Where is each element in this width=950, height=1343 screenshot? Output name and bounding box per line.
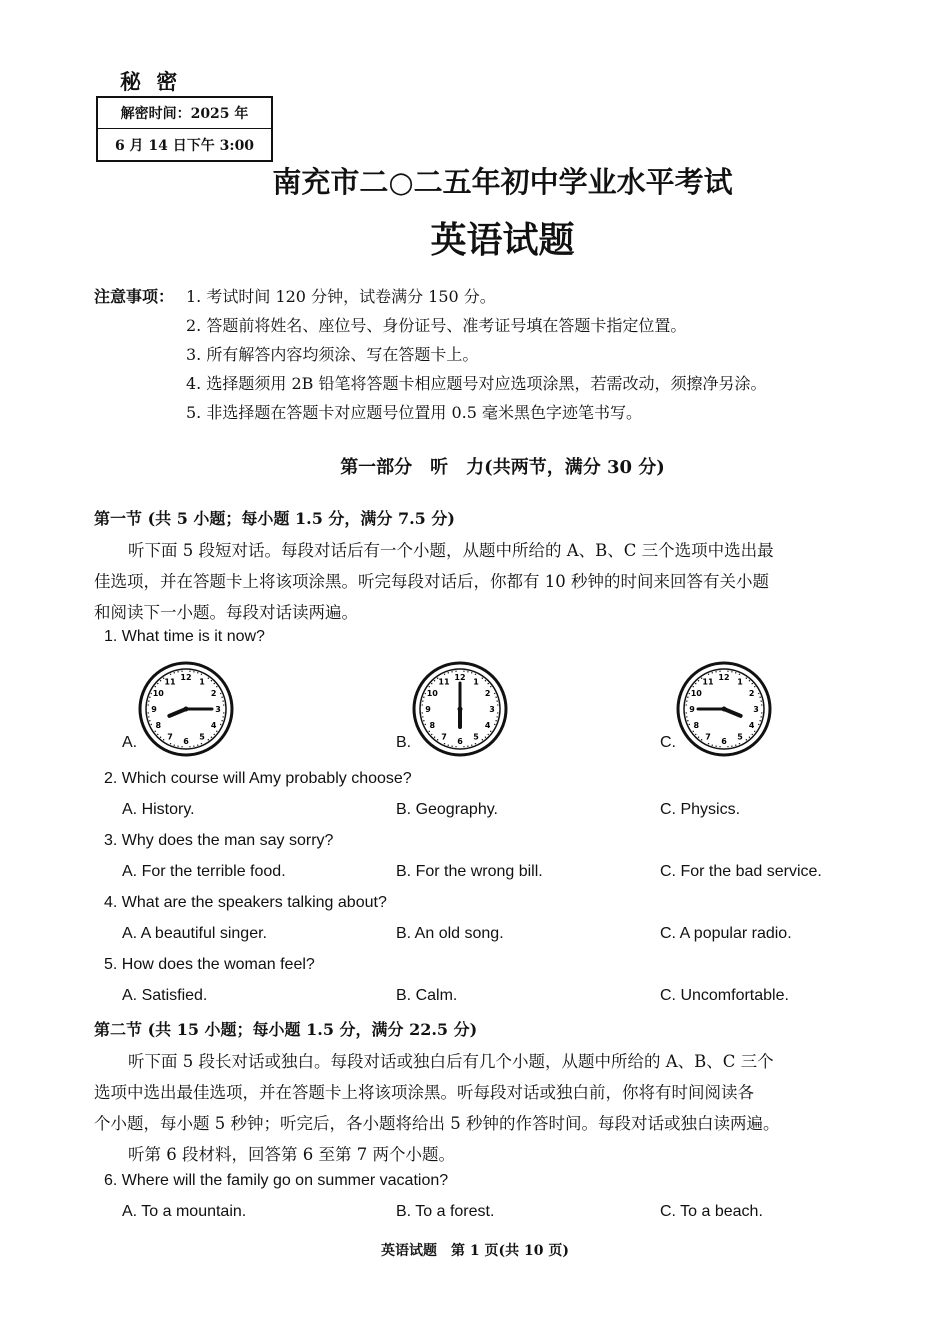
clock-tick: [689, 724, 690, 725]
clock-tick: [434, 680, 435, 681]
question: 6. Where will the family go on summer vacation?: [104, 1172, 449, 1189]
option: A. History.: [122, 801, 195, 818]
clock-tick: [727, 746, 728, 747]
clock-tick: [170, 743, 171, 744]
clock-tick: [163, 678, 164, 679]
clock-tick: [686, 712, 687, 713]
clock-numeral: 4: [748, 721, 755, 730]
clock-tick: [708, 743, 709, 744]
clock-tick: [719, 671, 720, 672]
option: C. To a beach.: [660, 1203, 763, 1220]
clock-tick: [189, 746, 190, 747]
option-label: A.: [122, 734, 138, 751]
clock-tick: [422, 716, 423, 717]
clock-tick: [495, 697, 496, 698]
clock-tick: [444, 743, 445, 744]
clock-tick: [761, 704, 762, 705]
clock-tick: [715, 745, 716, 746]
clock-tick: [463, 671, 464, 672]
clock-tick: [174, 744, 175, 745]
clock-tick: [752, 683, 753, 684]
question: 4. What are the speakers talking about?: [104, 894, 387, 911]
clock-numeral: 7: [705, 732, 711, 742]
clock-numeral: 12: [454, 673, 466, 682]
clock-tick: [201, 674, 202, 675]
clock-tick: [181, 746, 182, 747]
clock-tick: [689, 693, 690, 694]
declassify-line-2: 6 月 14 日下午 3:00: [114, 138, 255, 154]
exam-subtitle: 英语试题: [430, 220, 575, 261]
clock-tick: [157, 734, 158, 735]
instruction-line: 和阅读下一小题。每段对话读两遍。: [94, 603, 358, 622]
option: A. A beautiful singer.: [122, 925, 267, 942]
clock-tick: [214, 734, 215, 735]
clock-tick: [485, 680, 486, 681]
section-title: 第一节 (共 5 小题；每小题 1.5 分，满分 7.5 分): [94, 509, 455, 528]
clock-tick: [451, 671, 452, 672]
clock-tick: [155, 686, 156, 687]
clock-tick: [698, 737, 699, 738]
clock-tick: [448, 744, 449, 745]
option: C. Physics.: [660, 801, 741, 818]
clock-tick: [422, 712, 423, 713]
clock-tick: [425, 724, 426, 725]
clock-tick: [434, 737, 435, 738]
clock-tick: [701, 678, 702, 679]
clock-tick: [746, 678, 747, 679]
clock-tick: [160, 737, 161, 738]
clock-tick: [695, 683, 696, 684]
clock-numeral: 6: [457, 737, 463, 746]
clock-tick: [425, 693, 426, 694]
option: B. Calm.: [396, 987, 458, 1004]
clock-numeral: 2: [210, 689, 217, 698]
clock-numeral: 9: [151, 705, 157, 714]
clock-tick: [471, 672, 472, 673]
clock-tick: [496, 716, 497, 717]
instruction-line: 听下面 5 段短对话。每段对话后有一个小题，从题中所给的 A、B、C 三个选项中选出最: [128, 541, 774, 560]
clock-tick: [208, 678, 209, 679]
clock-tick: [422, 700, 423, 701]
clock-tick: [448, 672, 449, 673]
clock-tick: [752, 734, 753, 735]
clock-tick: [208, 739, 209, 740]
clock-tick: [746, 739, 747, 740]
clock-numeral: 7: [167, 732, 173, 742]
clock-tick: [423, 697, 424, 698]
notice-item: 1. 考试时间 120 分钟，试卷满分 150 分。: [186, 287, 496, 306]
instruction-line: 个小题，每小题 5 秒钟；听完后，各小题将给出 5 秒钟的作答时间。每段对话或独白读两遍。: [94, 1114, 780, 1133]
clock-tick: [155, 731, 156, 732]
clock-numeral: 6: [183, 737, 189, 746]
clock-a-icon: [136, 659, 236, 759]
option: B. Geography.: [396, 801, 498, 818]
clock-numeral: 3: [215, 705, 221, 714]
option: C. Uncomfortable.: [660, 987, 789, 1004]
clock-tick: [693, 731, 694, 732]
clock-tick: [686, 716, 687, 717]
clock-tick: [211, 737, 212, 738]
notice-item: 4. 选择题须用 2B 铅笔将答题卡相应题号对应选项涂黑，若需改动，须擦净另涂。: [186, 374, 767, 393]
part-title: 第一部分 听 力(共两节，满分 30 分): [340, 457, 665, 478]
instruction-line: 听下面 5 段长对话或独白。每段对话或独白后有几个小题，从题中所给的 A、B、C 三个: [128, 1052, 774, 1071]
clock-tick: [437, 739, 438, 740]
declassify-line-1: 解密时间：2025 年: [120, 106, 249, 122]
clock-tick: [223, 704, 224, 705]
clock-tick: [482, 678, 483, 679]
clock-tick: [727, 671, 728, 672]
clock-tick: [148, 700, 149, 701]
clock-tick: [758, 724, 759, 725]
clock-tick: [211, 680, 212, 681]
clock-tick: [216, 731, 217, 732]
clock-tick: [151, 724, 152, 725]
clock-tick: [157, 683, 158, 684]
clock-numeral: 2: [484, 689, 491, 698]
clock-numeral: 3: [753, 705, 759, 714]
clock-tick: [214, 683, 215, 684]
clock-tick: [463, 746, 464, 747]
clock-numeral: 4: [210, 721, 217, 730]
clock-tick: [760, 716, 761, 717]
clock-tick: [761, 712, 762, 713]
clock-numeral: 10: [426, 689, 438, 698]
clock-tick: [429, 686, 430, 687]
clock-numeral: 5: [473, 732, 479, 742]
clock-tick: [497, 712, 498, 713]
clock-numeral: 7: [441, 732, 447, 742]
clock-center: [184, 707, 189, 712]
clock-tick: [451, 745, 452, 746]
clock-numeral: 2: [748, 689, 755, 698]
hour-hand: [724, 709, 741, 716]
clock-tick: [220, 724, 221, 725]
clock-tick: [429, 731, 430, 732]
section-title: 第二节 (共 15 小题；每小题 1.5 分，满分 22.5 分): [94, 1020, 478, 1039]
clock-tick: [758, 693, 759, 694]
clock-tick: [189, 671, 190, 672]
clock-tick: [444, 674, 445, 675]
clock-tick: [475, 674, 476, 675]
clock-tick: [719, 746, 720, 747]
clock-tick: [686, 704, 687, 705]
clock-tick: [193, 671, 194, 672]
clock-tick: [467, 671, 468, 672]
clock-tick: [754, 686, 755, 687]
clock-center: [722, 707, 727, 712]
clock-tick: [754, 731, 755, 732]
clock-tick: [715, 671, 716, 672]
clock-tick: [149, 720, 150, 721]
clock-tick: [467, 745, 468, 746]
clock-tick: [174, 672, 175, 673]
clock-tick: [197, 672, 198, 673]
clock-tick: [431, 683, 432, 684]
question: 5. How does the woman feel?: [104, 956, 315, 973]
secret-label: 秘 密: [120, 69, 182, 94]
clock-tick: [221, 720, 222, 721]
clock-tick: [708, 674, 709, 675]
option-label: B.: [396, 734, 412, 751]
clock-numeral: 9: [425, 705, 431, 714]
declassify-divider: [98, 128, 271, 129]
clock-tick: [749, 680, 750, 681]
clock-tick: [455, 746, 456, 747]
clock-numeral: 12: [718, 673, 730, 682]
clock-tick: [201, 743, 202, 744]
option: B. To a forest.: [396, 1203, 495, 1220]
clock-tick: [731, 745, 732, 746]
clock-tick: [712, 744, 713, 745]
clock-numeral: 11: [164, 677, 176, 687]
clock-tick: [496, 700, 497, 701]
clock-tick: [181, 671, 182, 672]
clock-tick: [221, 697, 222, 698]
clock-tick: [497, 704, 498, 705]
clock-tick: [749, 737, 750, 738]
clock-tick: [148, 716, 149, 717]
clock-tick: [490, 686, 491, 687]
clock-tick: [739, 743, 740, 744]
material-note: 听第 6 段材料，回答第 6 至第 7 两个小题。: [128, 1145, 455, 1164]
declassify-box: [96, 96, 273, 162]
clock-tick: [223, 712, 224, 713]
clock-tick: [148, 712, 149, 713]
clock-tick: [163, 739, 164, 740]
clock-numeral: 4: [484, 721, 491, 730]
option: C. For the bad service.: [660, 863, 822, 880]
clock-tick: [739, 674, 740, 675]
page-footer: 英语试题 第 1 页(共 10 页): [381, 1243, 569, 1259]
clock-center: [458, 707, 463, 712]
clock-numeral: 5: [199, 732, 205, 742]
clock-numeral: 3: [489, 705, 495, 714]
clock-tick: [422, 704, 423, 705]
clock-tick: [495, 720, 496, 721]
instruction-line: 佳选项，并在答题卡上将该项涂黑。听完每段对话后，你都有 10 秒钟的时间来回答有关小题: [94, 572, 769, 591]
clock-tick: [455, 671, 456, 672]
clock-tick: [148, 704, 149, 705]
clock-numeral: 11: [438, 677, 450, 687]
clock-tick: [494, 693, 495, 694]
clock-tick: [485, 737, 486, 738]
clock-tick: [423, 720, 424, 721]
clock-tick: [151, 693, 152, 694]
clock-numeral: 9: [689, 705, 695, 714]
option: B. An old song.: [396, 925, 504, 942]
clock-tick: [759, 697, 760, 698]
clock-tick: [488, 683, 489, 684]
clock-tick: [220, 693, 221, 694]
clock-tick: [687, 720, 688, 721]
clock-numeral: 11: [702, 677, 714, 687]
instruction-line: 选项中选出最佳选项，并在答题卡上将该项涂黑。听每段对话或独白前，你将有时间阅读各: [94, 1083, 754, 1102]
clock-tick: [177, 671, 178, 672]
clock-tick: [735, 744, 736, 745]
clock-numeral: 6: [721, 737, 727, 746]
clock-numeral: 1: [199, 677, 205, 687]
option: C. A popular radio.: [660, 925, 792, 942]
clock-numeral: 10: [690, 689, 702, 698]
clock-tick: [693, 686, 694, 687]
clock-tick: [695, 734, 696, 735]
clock-tick: [216, 686, 217, 687]
question: 3. Why does the man say sorry?: [104, 832, 334, 849]
clock-tick: [488, 734, 489, 735]
hour-hand: [169, 709, 186, 716]
clock-tick: [701, 739, 702, 740]
clock-tick: [475, 743, 476, 744]
clock-tick: [177, 745, 178, 746]
clock-tick: [431, 734, 432, 735]
clock-tick: [160, 680, 161, 681]
notice-item: 3. 所有解答内容均须涂、写在答题卡上。: [186, 345, 479, 364]
clock-tick: [193, 745, 194, 746]
exam-title: 南充市二○二五年初中学业水平考试: [272, 165, 733, 199]
clock-numeral: 10: [152, 689, 164, 698]
clock-tick: [712, 672, 713, 673]
clock-numeral: 1: [473, 677, 479, 687]
clock-tick: [471, 744, 472, 745]
clock-tick: [149, 697, 150, 698]
notice-label: 注意事项：: [94, 287, 175, 306]
clock-tick: [170, 674, 171, 675]
option: A. For the terrible food.: [122, 863, 286, 880]
clock-b-icon: [410, 659, 510, 759]
option: A. To a mountain.: [122, 1203, 247, 1220]
notice-item: 2. 答题前将姓名、座位号、身份证号、准考证号填在答题卡指定位置。: [186, 316, 687, 335]
clock-tick: [197, 744, 198, 745]
clock-numeral: 1: [737, 677, 743, 687]
clock-numeral: 8: [693, 721, 700, 730]
clock-tick: [437, 678, 438, 679]
clock-numeral: 12: [180, 673, 192, 682]
clock-tick: [222, 700, 223, 701]
clock-tick: [759, 720, 760, 721]
question: 2. Which course will Amy probably choose?: [104, 770, 412, 787]
clock-tick: [687, 697, 688, 698]
clock-c-icon: [674, 659, 774, 759]
option: A. Satisfied.: [122, 987, 208, 1004]
clock-tick: [222, 716, 223, 717]
clock-numeral: 8: [429, 721, 436, 730]
option-label: C.: [660, 734, 676, 751]
clock-tick: [494, 724, 495, 725]
option: B. For the wrong bill.: [396, 863, 543, 880]
clock-tick: [698, 680, 699, 681]
clock-numeral: 5: [737, 732, 743, 742]
clock-tick: [686, 700, 687, 701]
notice-item: 5. 非选择题在答题卡对应题号位置用 0.5 毫米黑色字迹笔书写。: [186, 403, 642, 422]
clock-tick: [490, 731, 491, 732]
clock-tick: [482, 739, 483, 740]
clock-tick: [735, 672, 736, 673]
clock-tick: [731, 671, 732, 672]
clock-numeral: 8: [155, 721, 162, 730]
clock-tick: [760, 700, 761, 701]
question: 1. What time is it now?: [104, 628, 265, 645]
